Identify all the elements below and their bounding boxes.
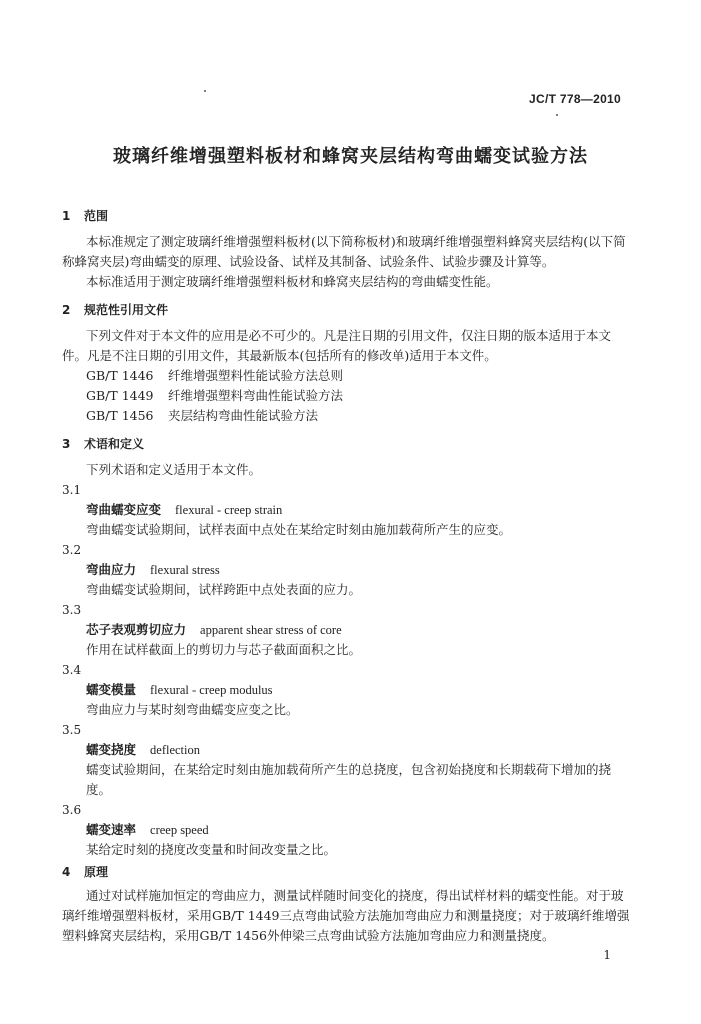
reference-row: GB/T 1456 夹层结构弯曲性能试验方法 [86, 408, 319, 423]
reference-row: GB/T 1449 纤维增强塑料弯曲性能试验方法 [86, 388, 344, 403]
document-title: 玻璃纤维增强塑料板材和蜂窝夹层结构弯曲蠕变试验方法 [113, 146, 588, 167]
term-name: 蠕变模量 flexural - creep modulus [86, 682, 273, 697]
section-1 [62, 206, 632, 292]
paragraph: 下列术语和定义适用于本文件。 [86, 462, 262, 477]
section-4 [62, 862, 632, 946]
paragraph: 通过对试样施加恒定的弯曲应力，测量试样随时间变化的挠度，得出试样材料的蠕变性能。对于玻璃纤维增强塑料板材，采用GB/T 1449三点弯曲试验方法施加弯曲应力和测量挠度；对于玻璃纤维增强塑料蜂窝夹层结构，采用GB/T 1456外伸梁三点弯曲试验方法施加弯曲应力和测量挠度。 [62, 888, 630, 943]
term-definition: 弯曲蠕变试验期间，试样表面中点处在某给定时刻由施加载荷所产生的应变。 [86, 522, 512, 537]
section-3 [62, 434, 632, 860]
term-number: 3.3 [62, 603, 82, 617]
paragraph: 本标准适用于测定玻璃纤维增强塑料板材和蜂窝夹层结构的弯曲蠕变性能。 [86, 274, 499, 289]
term-definition: 弯曲蠕变试验期间，试样跨距中点处表面的应力。 [86, 582, 362, 597]
scan-speck [556, 114, 558, 116]
term-number: 3.4 [62, 663, 82, 677]
section-heading: 1 范围 [62, 209, 109, 223]
section-heading: 2 规范性引用文件 [62, 303, 169, 317]
term-definition: 蠕变试验期间，在某给定时刻由施加载荷所产生的总挠度，包含初始挠度和长期载荷下增加的挠度。 [86, 762, 612, 797]
section-2 [62, 300, 632, 426]
term-definition: 作用在试样截面上的剪切力与芯子截面面积之比。 [86, 642, 362, 657]
term-name: 芯子表观剪切应力 apparent shear stress of core [86, 622, 342, 637]
term-definition: 弯曲应力与某时刻弯曲蠕变应变之比。 [86, 702, 299, 717]
section-heading: 4 原理 [62, 865, 109, 879]
term-number: 3.2 [62, 543, 82, 557]
term-number: 3.1 [62, 483, 82, 497]
paragraph: 本标准规定了测定玻璃纤维增强塑料板材(以下简称板材)和玻璃纤维增强塑料蜂窝夹层结构(以下简称蜂窝夹层)弯曲蠕变的原理、试验设备、试样及其制备、试验条件、试验步骤及计算等。 [62, 234, 626, 269]
page-number: 1 [603, 948, 611, 962]
reference-row: GB/T 1446 纤维增强塑料性能试验方法总则 [86, 368, 344, 383]
section-heading: 3 术语和定义 [62, 437, 145, 451]
scan-speck [204, 90, 206, 92]
term-definition: 某给定时刻的挠度改变量和时间改变量之比。 [86, 842, 337, 857]
term-name: 蠕变挠度 deflection [86, 742, 200, 757]
standard-code: JC/T 778—2010 [529, 92, 621, 106]
term-name: 蠕变速率 creep speed [86, 822, 209, 837]
term-name: 弯曲蠕变应变 flexural - creep strain [86, 502, 283, 517]
term-number: 3.5 [62, 723, 82, 737]
term-number: 3.6 [62, 803, 82, 817]
paragraph: 下列文件对于本文件的应用是必不可少的。凡是注日期的引用文件，仅注日期的版本适用于本文件。凡是不注日期的引用文件，其最新版本(包括所有的修改单)适用于本文件。 [62, 328, 612, 363]
term-name: 弯曲应力 flexural stress [86, 562, 220, 577]
